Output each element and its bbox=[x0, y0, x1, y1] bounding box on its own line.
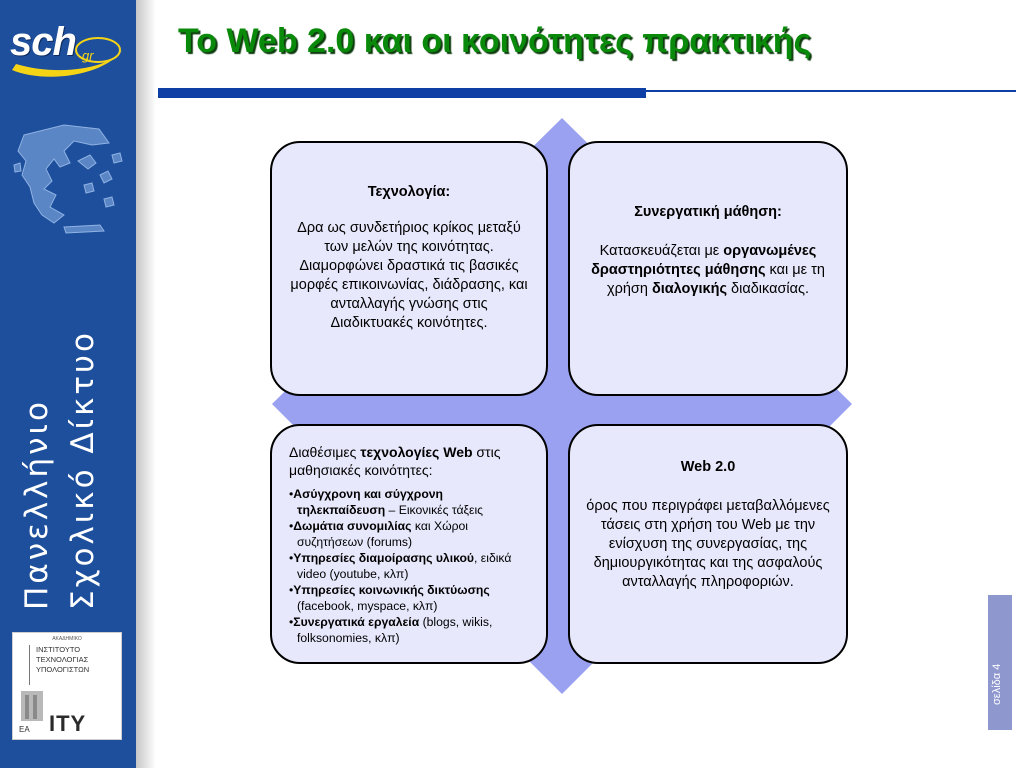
collab-text-3: διαδικασίας. bbox=[727, 281, 810, 297]
ity-logo-top-text: ΑΚΑΔΗΜΙΚΟ bbox=[52, 636, 82, 642]
card-collaborative-learning bbox=[568, 141, 848, 396]
list-item-text: – Εικονικές τάξεις bbox=[385, 503, 484, 517]
card-technology-title: Τεχνολογία: bbox=[367, 184, 451, 200]
list-item-bold: Ασύγχρονη και σύγχρονη τηλεκπαίδευση bbox=[293, 487, 443, 517]
slide-number-label: σελίδα 4 bbox=[991, 663, 1003, 705]
list-item: •Δωμάτια συνομιλίας και Χώροι συζητήσεων (forums) bbox=[289, 519, 469, 549]
available-intro-1: Διαθέσιμες bbox=[289, 444, 361, 460]
card-web20-title: Web 2.0 bbox=[680, 459, 736, 475]
list-item: •Συνεργατικά εργαλεία (blogs, wikis, folksonomies, κλπ) bbox=[289, 615, 493, 645]
sch-logo-subtext: gr bbox=[82, 48, 94, 63]
sidebar-shadow bbox=[136, 0, 156, 768]
list-item-bold: Υπηρεσίες κοινωνικής δικτύωσης bbox=[293, 583, 490, 597]
title-underline-thin bbox=[646, 90, 1016, 92]
list-item-text: και Χώροι συζητήσεων (forums) bbox=[297, 519, 469, 549]
ity-logo-big: ΙΤΥ bbox=[49, 711, 87, 736]
card-technology bbox=[270, 141, 548, 396]
list-item-text: , ειδικά video (youtube, κλπ) bbox=[297, 551, 512, 581]
collab-text-bold-1: οργανωμένες δραστηριότητες μάθησης bbox=[591, 243, 817, 278]
title-underline bbox=[158, 88, 646, 98]
ity-logo[interactable] bbox=[12, 632, 122, 740]
available-intro-bold: τεχνολογίες Web bbox=[360, 444, 473, 460]
sch-logo[interactable] bbox=[6, 14, 130, 84]
list-item: •Ασύγχρονη και σύγχρονη τηλεκπαίδευση – Εικονικές τάξεις bbox=[289, 487, 484, 517]
vertical-title-line1: Πανελλήνιο bbox=[19, 399, 55, 610]
ity-logo-line1: ΙΝΣΤΙΤΟΥΤΟ bbox=[36, 645, 81, 654]
ity-logo-ea: ΕΑ bbox=[19, 725, 30, 734]
column-statue-icon bbox=[19, 687, 47, 725]
collab-text-bold-2: διαλογικής bbox=[651, 281, 727, 297]
card-collaborative-title: Συνεργατική μάθηση: bbox=[634, 204, 782, 220]
ity-logo-line2: ΤΕΧΝΟΛΟΓΙΑΣ bbox=[36, 655, 89, 664]
list-item-bold: Δωμάτια συνομιλίας bbox=[293, 519, 412, 533]
vertical-title-line2: Σχολικό Δίκτυο bbox=[65, 330, 101, 610]
slide-number-tab bbox=[988, 595, 1012, 730]
card-technology-body: Δρα ως συνδετήριος κρίκος μεταξύ των μελών της κοινότητας. Διαμορφώνει δραστικά τις βασικές μορφές επικοινωνίας, διάδρασης, και ανταλλαγής γνώσης στις Διαδικτυακές κοινότητες. bbox=[290, 220, 528, 331]
available-intro-2: στις μαθησιακές κοινότητες: bbox=[289, 444, 501, 478]
list-item-bold: Υπηρεσίες διαμοίρασης υλικού bbox=[293, 551, 475, 565]
card-collaborative-body bbox=[586, 242, 830, 299]
card-available-intro bbox=[289, 443, 534, 479]
available-tech-list bbox=[289, 486, 534, 646]
card-web20-body: όρος που περιγράφει μεταβαλλόμενες τάσεις στη χρήση του Web με την ενίσχυση της συνεργασίας, της δημιουργικότητας και της ασφαλούς ανταλλαγής πληροφοριών. bbox=[586, 498, 830, 590]
list-item-text: (facebook, myspace, κλπ) bbox=[297, 599, 438, 613]
list-item: •Υπηρεσίες κοινωνικής δικτύωσης (facebook, myspace, κλπ) bbox=[289, 583, 490, 613]
card-available-technologies bbox=[270, 424, 548, 664]
page-title: Το Web 2.0 και οι κοινότητες πρακτικής bbox=[178, 22, 812, 60]
list-item-text: (blogs, wikis, folksonomies, κλπ) bbox=[297, 615, 493, 645]
list-item: •Υπηρεσίες διαμοίρασης υλικού, ειδικά video (youtube, κλπ) bbox=[289, 551, 512, 581]
vertical-title bbox=[14, 300, 106, 610]
ity-logo-name bbox=[29, 645, 116, 685]
sch-logo-text: sch bbox=[10, 20, 76, 64]
greece-map-icon bbox=[4, 115, 130, 241]
card-web20 bbox=[568, 424, 848, 664]
ity-logo-line3: ΥΠΟΛΟΓΙΣΤΩΝ bbox=[36, 665, 90, 674]
collab-text-1: Κατασκευάζεται με bbox=[599, 243, 724, 259]
sidebar bbox=[0, 0, 136, 768]
collab-text-2: και με τη χρήση bbox=[606, 262, 825, 297]
list-item-bold: Συνεργατικά εργαλεία bbox=[293, 615, 420, 629]
